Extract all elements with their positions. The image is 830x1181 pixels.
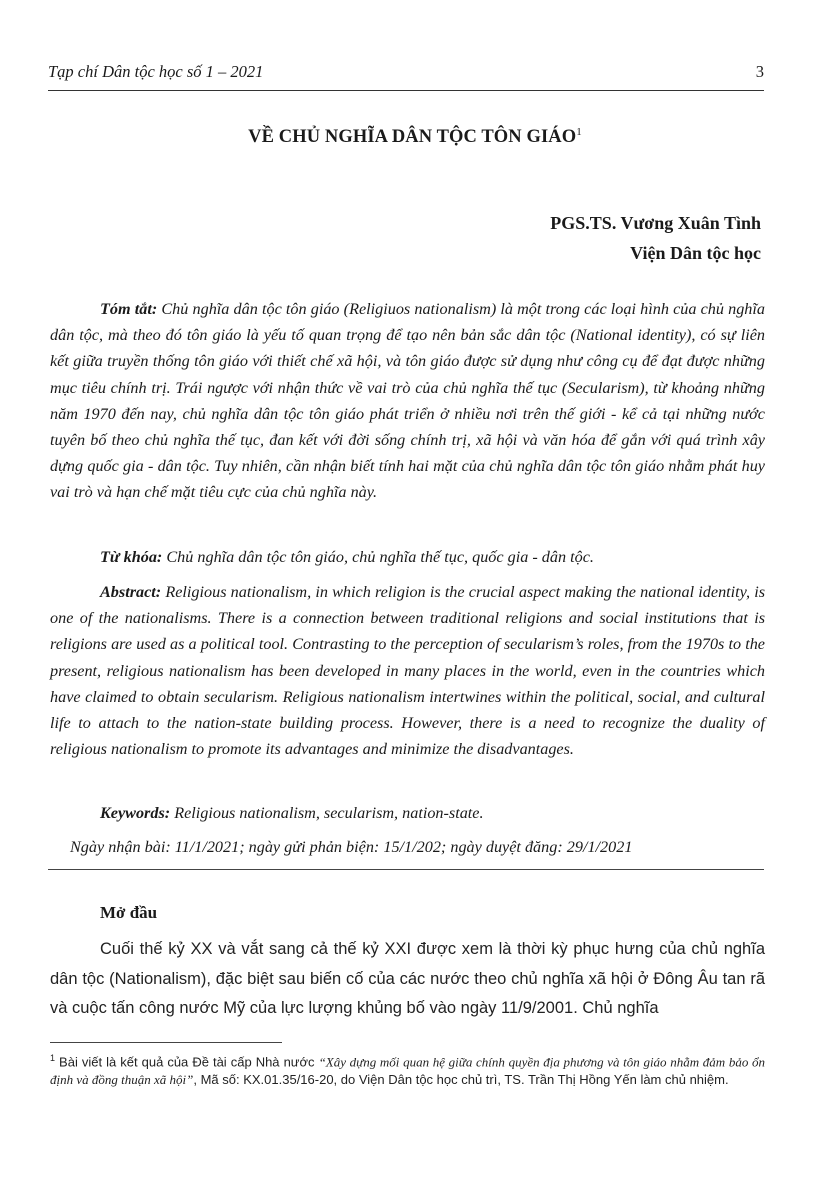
keywords-en-text: Religious nationalism, secularism, nation-state. xyxy=(174,804,484,822)
header-rule xyxy=(48,90,764,91)
received-dates: Ngày nhận bài: 11/1/2021; ngày gửi phản biện: 15/1/202; ngày duyệt đăng: 29/1/2021 xyxy=(70,838,633,856)
summary-vi xyxy=(50,296,765,506)
keywords-vi xyxy=(50,544,765,570)
footnote-rule xyxy=(50,1042,282,1043)
footnote-lead: Bài viết là kết quả của Đề tài cấp Nhà nước xyxy=(59,1054,315,1070)
abstract-en-label: Abstract: xyxy=(100,583,162,601)
footnote-tail: , Mã số: KX.01.35/16-20, do Viện Dân tộc học chủ trì, TS. Trần Thị Hồng Yến làm chủ nhiệm. xyxy=(193,1072,729,1088)
keywords-en-label: Keywords: xyxy=(100,804,171,822)
page-number: 3 xyxy=(755,62,764,81)
abstract-en-text: Religious nationalism, in which religion is the crucial aspect making the national identity, is one of the nationalisms. There is a connection between traditional religions and social institutions that is religions are used as a political tool. Contrasting to the perception of secularism’s roles, from the 1970s to the present, religious nationalism has been developed in many places in the world, even in the countries which have claimed to obtain secularism. Religious nationalism intertwines within the political, social, and cultural life to attach to the nation-state building process. However, there is a need to recognize the duality of religious nationalism to promote its advantages and minimize the disadvantages. xyxy=(50,583,765,759)
keywords-vi-text: Chủ nghĩa dân tộc tôn giáo, chủ nghĩa thế tục, quốc gia - dân tộc. xyxy=(166,548,594,566)
article-title-text: VỀ CHỦ NGHĨA DÂN TỘC TÔN GIÁO xyxy=(248,127,577,148)
footnote xyxy=(50,1049,765,1089)
intro-paragraph: Cuối thế kỷ XX và vắt sang cả thế kỷ XXI được xem là thời kỳ phục hưng của chủ nghĩa dân tộc (Nationalism), đặc biệt sau biến cố của các nước theo chủ nghĩa xã hội ở Đông Âu tan rã và cuộc tấn công nước Mỹ của lực lượng khủng bố vào ngày 11/9/2001. Chủ nghĩa xyxy=(50,940,765,1017)
summary-vi-text: Chủ nghĩa dân tộc tôn giáo (Religiuos nationalism) là một trong các loại hình của chủ nghĩa dân tộc, mà theo đó tôn giáo là yếu tố quan trọng để tạo nên bản sắc dân tộc (National identity), có sự liên kết giữa truyền thống tôn giáo với thiết chế xã hội, và tôn giáo được sử dụng như công cụ để đạt được những mục tiêu chính trị. Trái ngược với nhận thức về vai trò của chủ nghĩa thế tục (Secularism), từ khoảng những năm 1970 đến nay, chủ nghĩa dân tộc tôn giáo phát triển ở nhiều nơi trên thế giới - kể cả tại những nước tuyên bố theo chủ nghĩa thế tục, đan kết với đời sống chính trị, xã hội và văn hóa để gắn với quá trình xây dựng quốc gia - dân tộc. Tuy nhiên, cần nhận biết tính hai mặt của chủ nghĩa dân tộc tôn giáo nhằm phát huy vai trò và hạn chế mặt tiêu cực của chủ nghĩa này. xyxy=(50,300,765,502)
title-footnote-mark[interactable]: 1 xyxy=(576,126,582,138)
intro-heading: Mở đầu xyxy=(100,903,158,922)
author-name: PGS.TS. Vương Xuân Tình xyxy=(550,213,761,233)
footnote-project-title: “Xây dựng mối quan hệ giữa chính quyền địa phương và tôn giáo nhằm đảm bảo ổn định và đồng thuận xã hội” xyxy=(50,1054,765,1088)
running-header xyxy=(48,62,764,86)
abstract-en xyxy=(50,579,765,762)
journal-name: Tạp chí Dân tộc học số 1 – 2021 xyxy=(48,62,264,81)
keywords-en xyxy=(50,800,765,826)
keywords-vi-label: Từ khóa: xyxy=(100,548,163,566)
author-block xyxy=(550,208,761,268)
footnote-mark: 1 xyxy=(50,1053,56,1063)
summary-vi-label: Tóm tắt: xyxy=(100,300,158,318)
section-divider xyxy=(48,869,764,870)
article-title xyxy=(0,126,830,148)
author-affiliation: Viện Dân tộc học xyxy=(630,243,761,263)
